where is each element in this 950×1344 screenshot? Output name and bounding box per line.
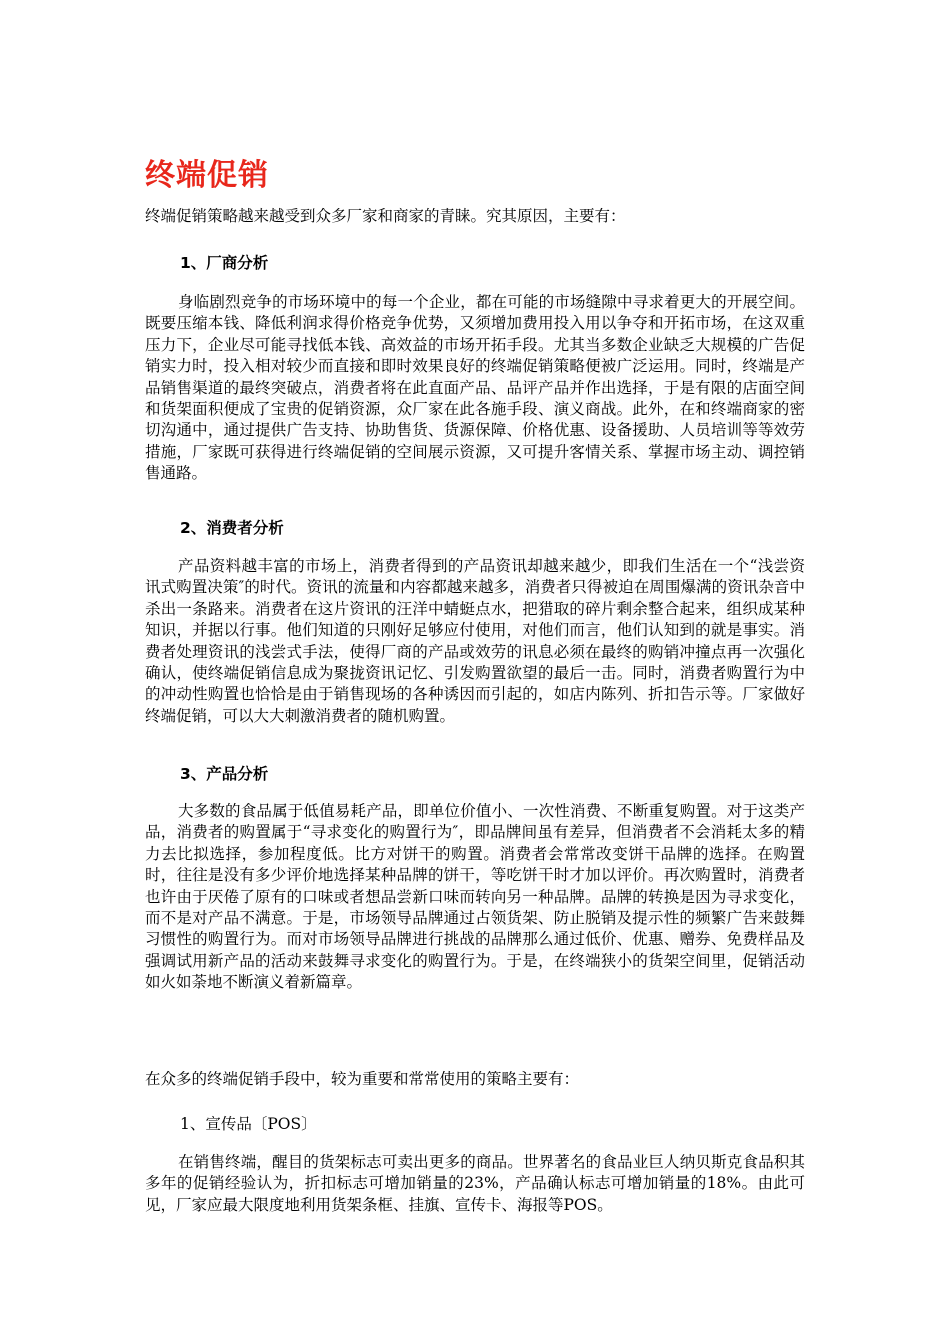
strategy-1-heading: 1、宣传品〔POS〕 (180, 1115, 317, 1133)
strategy-intro-paragraph: 在众多的终端促销手段中，较为重要和常常使用的策略主要有： (145, 1070, 580, 1088)
section-2-body: 产品资料越丰富的市场上，消费者得到的产品资讯却越来越少，即我们生活在一个“浅尝资讯式购置决策″的时代。资讯的流量和内容都越来越多，消费者只得被迫在周围爆满的资讯杂音中杀出一条路来。消费者在这片资讯的汪洋中蜻蜓点水，把猎取的碎片剩余整合起来，组织成某种知识，并据以行事。他们知道的只刚好足够应付使用，对他们而言，他们认知到的就是事实。消费者处理资讯的浅尝式手法，使得厂商的产品或效劳的讯息必须在最终的购销冲撞点再一次强化确认，使终端促销信息成为聚拢资讯记忆、引发购置欲望的最后一击。同时，消费者购置行为中的冲动性购置也恰恰是由于销售现场的各种诱因而引起的，如店内陈列、折扣告示等。厂家做好终端促销，可以大大刺激消费者的随机购置。 (145, 557, 805, 725)
intro-paragraph: 终端促销策略越来越受到众多厂家和商家的青睐。究其原因，主要有： (145, 207, 626, 225)
document-title: 终端促销 (145, 158, 269, 193)
section-2-heading: 2、消费者分析 (180, 519, 284, 537)
strategy-1-body: 在销售终端，醒目的货架标志可卖出更多的商品。世界著名的食品业巨人纳贝斯克食品积其多年的促销经验认为，折扣标志可增加销量的23%，产品确认标志可增加销量的18%。由此可见，厂家应最大限度地利用货架条框、挂旗、宣传卡、海报等POS。 (145, 1153, 805, 1214)
section-3-body: 大多数的食品属于低值易耗产品，即单位价值小、一次性消费、不断重复购置。对于这类产品，消费者的购置属于“寻求变化的购置行为″，即品牌间虽有差异，但消费者不会消耗太多的精力去比拟选择，参加程度低。比方对饼干的购置。消费者会常常改变饼干品牌的选择。在购置时，往往是没有多少评价地选择某种品牌的饼干，等吃饼干时才加以评价。再次购置时，消费者也许由于厌倦了原有的口味或者想品尝新口味而转向另一种品牌。品牌的转换是因为寻求变化，而不是对产品不满意。于是，市场领导品牌通过占领货架、防止脱销及提示性的频繁广告来鼓舞习惯性的购置行为。而对市场领导品牌进行挑战的品牌那么通过低价、优惠、赠券、免费样品及强调试用新产品的活动来鼓舞寻求变化的购置行为。于是，在终端狭小的货架空间里，促销活动如火如荼地不断演义着新篇章。 (145, 802, 805, 992)
section-1-body: 身临剧烈竞争的市场环境中的每一个企业，都在可能的市场缝隙中寻求着更大的开展空间。既要压缩本钱、降低利润求得价格竞争优势，又须增加费用投入用以争夺和开拓市场，在这双重压力下，企业尽可能寻找低本钱、高效益的市场开拓手段。尤其当多数企业缺乏大规模的广告促销实力时，投入相对较少而直接和即时效果良好的终端促销策略便被广泛运用。同时，终端是产品销售渠道的最终突破点，消费者将在此直面产品、品评产品并作出选择，于是有限的店面空间和货架面积便成了宝贵的促销资源，众厂家在此各施手段、演义商战。此外，在和终端商家的密切沟通中，通过提供广告支持、协助售货、货源保障、价格优惠、设备援助、人员培训等等效劳措施，厂家既可获得进行终端促销的空间展示资源，又可提升客情关系、掌握市场主动、调控销售通路。 (145, 293, 805, 483)
section-1-heading: 1、厂商分析 (180, 254, 269, 272)
section-3-heading: 3、产品分析 (180, 765, 269, 783)
